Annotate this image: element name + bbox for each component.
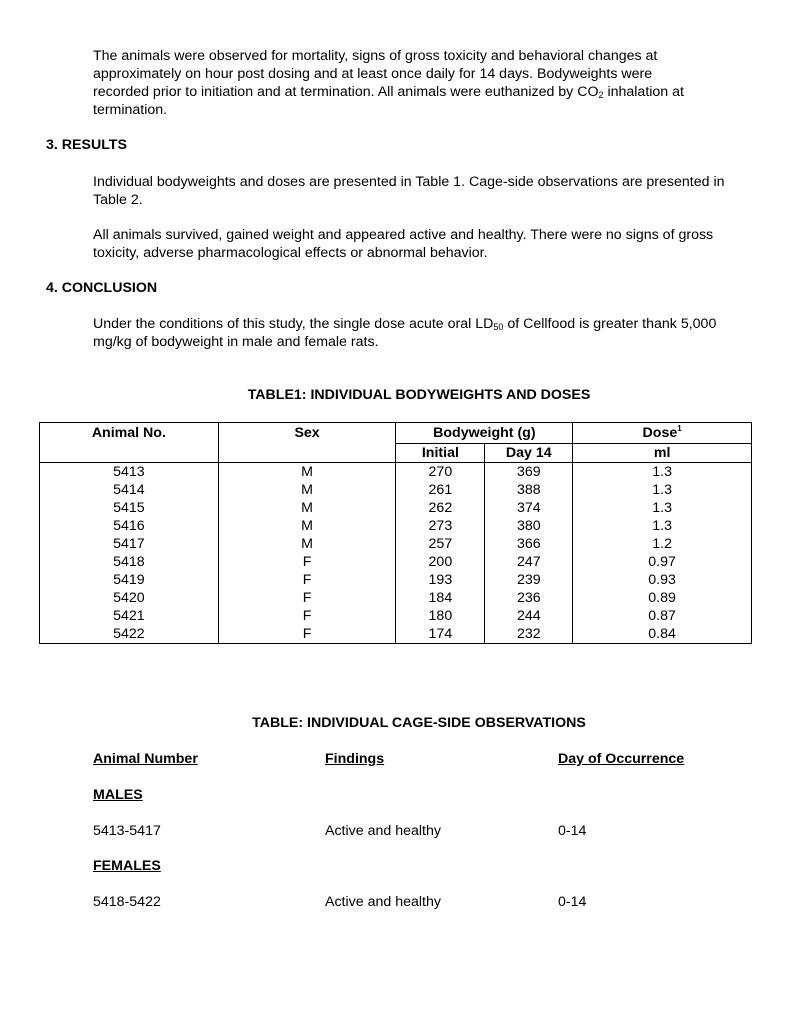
cell-day14: 366 [485,535,573,553]
intro-line: approximately on hour post dosing and at least once daily for 14 days. Bodyweights were [93,66,653,82]
table1-title: TABLE1: INDIVIDUAL BODYWEIGHTS AND DOSES [247,387,591,403]
intro-line: recorded prior to initiation and at termination. All animals were euthanized by $CO_2$ inhalation at [93,84,684,100]
cell-animal: 5417 [40,535,219,553]
cell-sex: F [218,625,396,644]
females-range: 5418-5422 [93,894,161,910]
intro-paragraph [93,47,753,119]
cell-day14: 380 [485,517,573,535]
header-ml: ml [573,444,752,463]
cell-initial: 261 [396,481,485,499]
intro-line: The animals were observed for mortality, signs of gross toxicity and behavioral changes at [93,48,658,64]
header-bodyweight: Bodyweight (g) [396,423,573,444]
cell-sex: F [218,553,396,571]
cell-sex: M [218,481,396,499]
header-dose: Dose$^1$ [573,423,752,444]
cell-dose: 0.87 [573,607,752,625]
header-animal-number: Animal Number [93,751,198,767]
cell-sex: M [218,535,396,553]
cell-initial: 262 [396,499,485,517]
header-initial: Initial [396,444,485,463]
females-day: 0-14 [558,894,587,910]
cell-day14: 232 [485,625,573,644]
males-label: MALES [93,787,143,803]
cell-sex: M [218,499,396,517]
cell-dose: 0.89 [573,589,752,607]
cell-day14: 244 [485,607,573,625]
conclusion-paragraph: Under the conditions of this study, the single dose acute oral $LD_{50}$ of Cellfood is greater thank 5,000 mg/kg of bodyweight in male and female rats. [93,316,717,350]
table-row [40,553,752,571]
header-sex-blank [218,444,396,463]
table-row [40,481,752,499]
table-row [40,463,752,482]
cell-animal: 5414 [40,481,219,499]
table-row [40,589,752,607]
cell-initial: 184 [396,589,485,607]
cell-day14: 369 [485,463,573,482]
females-finding: Active and healthy [325,894,441,910]
cell-dose: 1.3 [573,517,752,535]
cell-day14: 388 [485,481,573,499]
females-label: FEMALES [93,858,161,874]
header-animal-no-blank [40,444,219,463]
cell-initial: 180 [396,607,485,625]
results-paragraph-1: Individual bodyweights and doses are presented in Table 1. Cage-side observations are presented in Table 2. [93,174,725,208]
intro-line: termination. [93,102,168,118]
table-row [40,571,752,589]
cell-dose: 0.93 [573,571,752,589]
males-finding: Active and healthy [325,823,441,839]
cell-sex: M [218,517,396,535]
cell-sex: M [218,463,396,482]
cell-day14: 374 [485,499,573,517]
cell-initial: 270 [396,463,485,482]
cell-initial: 273 [396,517,485,535]
cell-animal: 5416 [40,517,219,535]
cell-dose: 0.97 [573,553,752,571]
conclusion-heading: 4. CONCLUSION [46,280,158,296]
cell-animal: 5418 [40,553,219,571]
cell-dose: 1.3 [573,481,752,499]
header-animal-no: Animal No. [40,423,219,444]
cell-initial: 257 [396,535,485,553]
table-row [40,499,752,517]
cell-sex: F [218,571,396,589]
cell-initial: 200 [396,553,485,571]
cell-dose: 1.3 [573,463,752,482]
cell-animal: 5422 [40,625,219,644]
cell-day14: 247 [485,553,573,571]
males-range: 5413-5417 [93,823,161,839]
cell-sex: F [218,589,396,607]
cell-initial: 193 [396,571,485,589]
results-paragraph-2: All animals survived, gained weight and appeared active and healthy. There were no signs of gross toxicity, adverse pharmacological effects or abnormal behavior. [93,227,714,261]
cell-sex: F [218,607,396,625]
males-day: 0-14 [558,823,587,839]
table-row [40,517,752,535]
header-day14: Day 14 [485,444,573,463]
table-row [40,535,752,553]
cell-day14: 239 [485,571,573,589]
header-sex: Sex [218,423,396,444]
table-row [40,607,752,625]
cell-dose: 0.84 [573,625,752,644]
table2-title: TABLE: INDIVIDUAL CAGE-SIDE OBSERVATIONS [252,715,586,731]
table-row [40,625,752,644]
header-day-of-occurrence: Day of Occurrence [558,751,685,767]
cell-animal: 5420 [40,589,219,607]
bodyweights-table [39,422,752,644]
cell-animal: 5413 [40,463,219,482]
cell-dose: 1.3 [573,499,752,517]
cell-animal: 5415 [40,499,219,517]
cell-initial: 174 [396,625,485,644]
results-heading: 3. RESULTS [46,137,127,153]
cell-day14: 236 [485,589,573,607]
cell-dose: 1.2 [573,535,752,553]
header-findings: Findings [325,751,385,767]
cell-animal: 5419 [40,571,219,589]
cell-animal: 5421 [40,607,219,625]
